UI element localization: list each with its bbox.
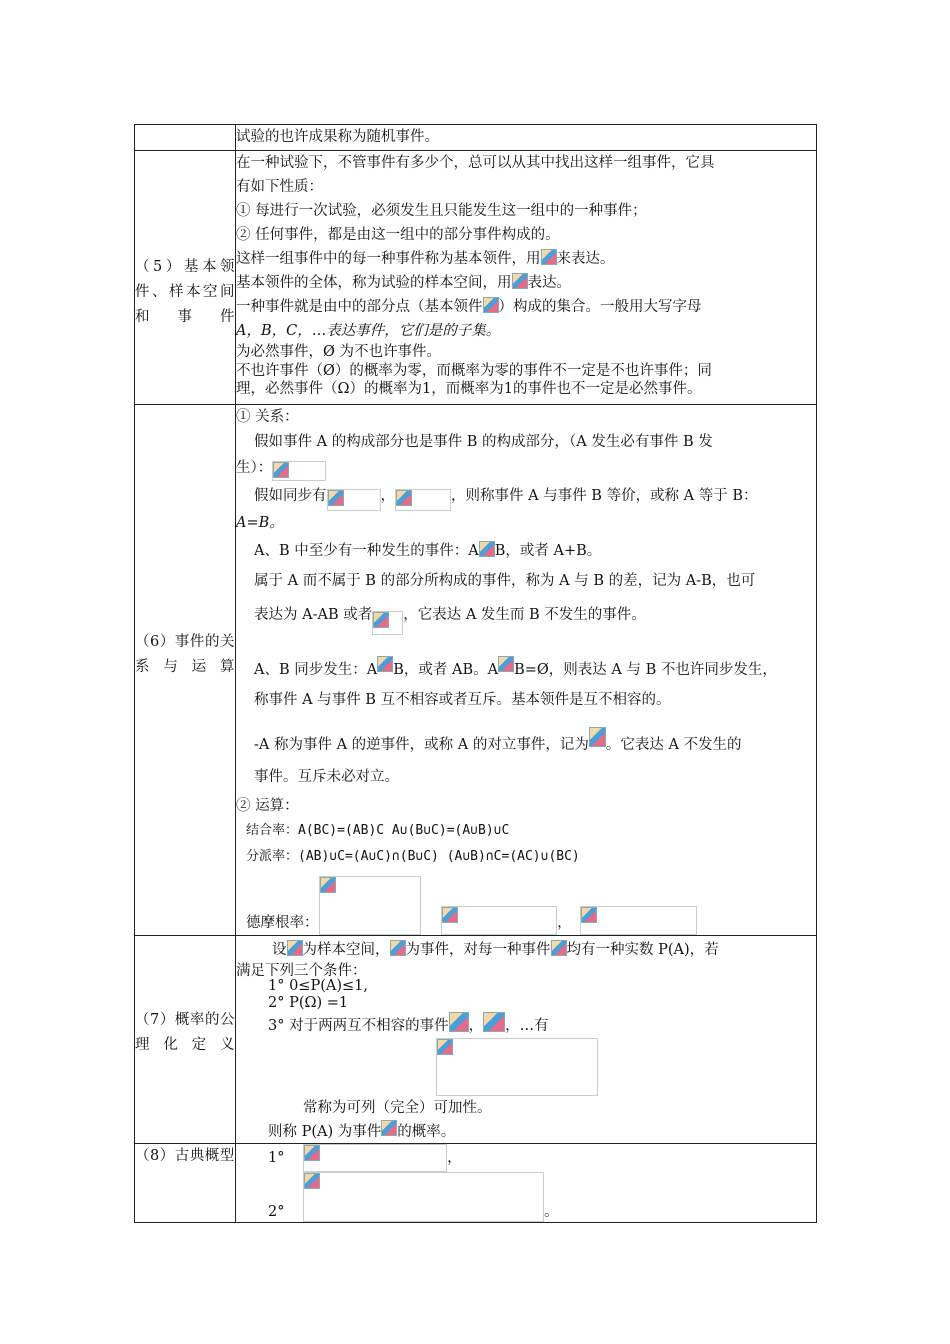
text-line	[236, 1120, 816, 1143]
text-line	[236, 1012, 816, 1038]
text-span: 来表达。	[556, 251, 615, 267]
broken-image-icon	[396, 490, 412, 506]
table-row	[135, 405, 817, 936]
row-content	[236, 936, 817, 1144]
text-line	[236, 1038, 816, 1096]
text-line: 为必然事件，Ø 为不也许事件。	[236, 344, 441, 360]
text-span: ，它表达 A 发生而 B 不发生的事件。	[403, 607, 646, 623]
text-span: 为事件，对每一种事件	[405, 942, 551, 958]
text-span: -A 称为事件 A 的逆事件，或称 A 的对立事件，记为	[254, 737, 589, 753]
text-line	[236, 655, 816, 685]
text-line	[236, 936, 816, 964]
text-line: 有如下性质：	[236, 179, 323, 195]
broken-image-icon	[589, 727, 606, 747]
text-span: 生）：	[236, 460, 273, 476]
broken-image-icon	[512, 273, 528, 289]
text-line	[236, 1144, 816, 1172]
text-line	[236, 271, 816, 295]
text-span: B=Ø，则表达 A 与 B 不也许同步发生，	[514, 662, 777, 678]
text-line: ② 运算：	[236, 798, 299, 814]
text-span: 基本领件的全体，称为试验的样本空间，用	[236, 275, 512, 291]
text-line: 试验的也许成果称为随机事件。	[236, 129, 439, 145]
table-row	[135, 1144, 817, 1223]
text-line: A，B，C，…表达事件，它们是的子集。	[236, 323, 501, 339]
table-row	[135, 151, 817, 405]
text-line: ② 任何事件，都是由这一组中的部分事件构成的。	[236, 227, 560, 243]
text-span: ，	[557, 915, 572, 931]
text-span: B，或者 A+B。	[494, 543, 602, 559]
text-span: 的概率。	[397, 1124, 456, 1140]
text-span: 表达为 A-AB 或者	[254, 607, 373, 623]
text-line: 理，必然事件（Ω）的概率为1，而概率为1的事件也不一定是必然事件。	[236, 381, 702, 397]
probability-table	[134, 124, 817, 1223]
broken-image-icon	[449, 1012, 469, 1032]
text-line	[236, 1172, 816, 1222]
table-row	[135, 936, 817, 1144]
row-label-text: （5）基本领件、样本空间和事件	[135, 259, 235, 325]
text-line: 事件。互斥未必对立。	[254, 769, 399, 785]
text-span: ，	[447, 1150, 462, 1166]
text-line: 满足下列三个条件：	[236, 963, 367, 979]
text-line: 属于 A 而不属于 B 的部分所构成的事件，称为 A 与 B 的差，记为 A-B，也可	[254, 573, 756, 589]
text-line: ① 关系：	[236, 409, 299, 425]
formula-image	[395, 489, 451, 511]
text-span: 1°	[268, 1150, 285, 1166]
text-span: 表达。	[527, 275, 571, 291]
broken-image-icon	[498, 656, 514, 672]
row-label-text: （6）事件的关系与运算	[135, 634, 235, 675]
row-label	[135, 405, 236, 936]
broken-image-icon	[304, 1145, 320, 1161]
text-line	[236, 595, 816, 635]
text-span: 2°	[268, 1204, 285, 1220]
text-span: ，	[380, 488, 395, 504]
text-span: A、B 中至少有一种发生的事件：A	[254, 543, 479, 559]
text-line: 分派率：(AB)∪C=(A∪C)∩(B∪C) (A∪B)∩C=(AC)∪(BC)	[246, 849, 580, 864]
text-span: ，	[468, 1018, 484, 1034]
text-span: B，或者 AB。A	[393, 662, 499, 678]
broken-image-icon	[273, 462, 289, 478]
text-line	[236, 876, 816, 935]
text-line: 在一种试验下，不管事件有多少个，总可以从其中找出这样一组事件，它具	[236, 155, 715, 171]
text-line: 不也许事件（Ø）的概率为零，而概率为零的事件不一定是不也许事件；同	[236, 363, 712, 379]
text-span: 设	[272, 942, 287, 958]
broken-image-icon	[320, 877, 336, 893]
text-span: 假如同步有	[254, 488, 327, 504]
text-line	[236, 295, 816, 319]
text-line: ① 每进行一次试验，必须发生且只能发生这一组中的一种事件；	[236, 203, 647, 219]
text-line: 结合率：A(BC)=(AB)C A∪(B∪C)=(A∪B)∪C	[246, 823, 510, 838]
formula-image	[327, 489, 381, 511]
row-content	[236, 125, 817, 151]
text-line: A=B。	[236, 515, 284, 531]
broken-image-icon	[304, 1173, 320, 1189]
text-line: 1° 0≤P(A)≤1,	[268, 978, 368, 994]
text-line	[236, 727, 816, 760]
row-label	[135, 936, 236, 1144]
row-label	[135, 151, 236, 405]
text-span: A、B 同步发生：A	[254, 662, 378, 678]
formula-image	[303, 1172, 544, 1222]
row-label-text: （8）古典概型	[135, 1148, 235, 1164]
text-line: 常称为可列（完全）可加性。	[303, 1100, 492, 1116]
text-line	[236, 535, 816, 567]
broken-image-icon	[479, 541, 495, 557]
formula-image	[441, 906, 557, 935]
row-content	[236, 405, 817, 936]
broken-image-icon	[377, 656, 393, 672]
text-span: 一种事件就是由中的部分点（基本领件	[236, 299, 483, 315]
broken-image-icon	[551, 940, 567, 956]
broken-image-icon	[328, 490, 344, 506]
text-span: 3° 对于两两互不相容的事件	[268, 1018, 449, 1034]
formula-image	[272, 461, 326, 481]
text-span: ，则称事件 A 与事件 B 等价，或称 A 等于 B：	[451, 488, 758, 504]
formula-image	[303, 1144, 447, 1172]
broken-image-icon	[373, 612, 389, 628]
table-row	[135, 125, 817, 151]
broken-image-icon	[381, 1120, 397, 1136]
text-span: 这样一组事件中的每一种事件称为基本领件，用	[236, 251, 541, 267]
row-label-text: （7）概率的公理化定义	[135, 1011, 235, 1053]
text-line	[236, 455, 816, 481]
text-line: 称事件 A 与事件 B 互不相容或者互斥。基本领件是互不相容的。	[254, 692, 671, 708]
text-span: ）构成的集合。一般用大写字母	[498, 299, 702, 315]
text-line	[236, 247, 816, 271]
formula-image	[319, 876, 421, 935]
row-label	[135, 125, 236, 151]
row-content	[236, 151, 817, 405]
broken-image-icon	[483, 1012, 505, 1032]
text-span: 均有一种实数 P(A)，若	[566, 942, 719, 958]
broken-image-icon	[581, 907, 597, 923]
text-span: 。	[544, 1204, 559, 1220]
text-line: 假如事件 A 的构成部分也是事件 B 的构成部分，（A 发生必有事件 B 发	[254, 434, 713, 450]
text-span: 则称 P(A) 为事件	[268, 1124, 382, 1140]
text-span: 。它表达 A 不发生的	[605, 737, 742, 753]
text-line	[236, 481, 816, 511]
broken-image-icon	[541, 249, 557, 265]
row-content	[236, 1144, 817, 1223]
text-line: 2° P(Ω) =1	[268, 995, 349, 1011]
broken-image-icon	[483, 297, 499, 313]
text-span: ，…有	[505, 1018, 549, 1034]
text-span: 德摩根率：	[246, 915, 319, 931]
broken-image-icon	[390, 940, 406, 956]
formula-image	[580, 906, 697, 935]
formula-image	[436, 1038, 598, 1096]
text-span: 为样本空间，	[302, 942, 390, 958]
broken-image-icon	[437, 1039, 453, 1055]
row-label	[135, 1144, 236, 1223]
broken-image-icon	[442, 907, 458, 923]
broken-image-icon	[287, 940, 303, 956]
formula-image	[372, 611, 403, 635]
